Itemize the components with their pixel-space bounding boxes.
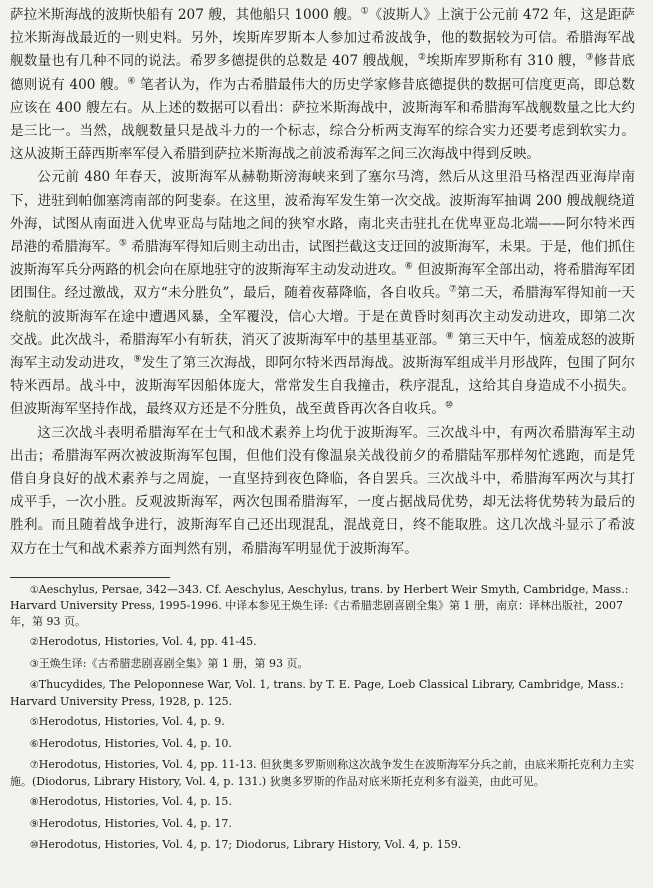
footnote-text: Aeschylus, Persae, 342—343. Cf. Aeschylus, Aeschylus, trans. by Herbert Weir Smyth, Cambridge, Mass.: Harvard University Press, 1995-1996. 中译本参见王焕生译:《古希腊悲剧喜剧全集》第 1 册，南京：译林出版社，2007 年，第 93 页。 [10,582,629,628]
footnote-item [10,582,635,630]
footnote-marker: ⑩ [29,840,39,852]
text-segment: 笔者认为，作为古希腊最伟大的历史学家修昔底德提供的数据可信度更高，即总数应该在 400 艘左右。从上述的数据可以看出：萨拉米斯海战中，波斯海军和希腊海军战舰数量之比大约是三比一。当然，战舰数量只是战斗力的一个标志，综合分析两支海军的综合实力还要考虑到软实力。这从波斯王薛西斯率军侵入希腊到萨拉米斯海战之前波希海军之间三次海战中得到反映。 [10,76,635,163]
footnotes [10,582,635,854]
footnote-divider [10,577,170,578]
footnote-text: Herodotus, Histories, Vol. 4, p. 17; Diodorus, Library History, Vol. 4, p. 159. [38,838,462,852]
footnote-ref[interactable]: ② [417,52,427,63]
footnote-marker: ② [29,637,39,649]
text-segment: 《波斯人》上演于公元前 472 年，这是距萨拉米斯海战最近的一则史料。另外，埃斯库罗斯本人参加过希波战争，他的数据较为可信。希腊海军战舰数量也有几种不同的说法。希罗多德提供的总数是 407 艘战舰， [10,7,635,70]
text-segment: 但波斯海军全部出动，将希腊海军团团围住。经过激战，双方“未分胜负”，最后，随着夜幕降临，各自收兵。 [10,262,635,302]
footnote-marker: ① [29,584,39,596]
text-segment: 这三次战斗表明希腊海军在士气和战术素养上均优于波斯海军。三次战斗中，有两次希腊海军主动出击；希腊海军两次被波斯海军包围，但他们没有像温泉关战役前夕的希腊陆军那样匆忙逃跑，而是凭借自身良好的战术素养与之周旋，一直坚持到夜色降临，各自罢兵。三次战斗中，希腊海军两次与其打成平手，一次小胜。反观波斯海军，两次包围希腊海军，一度占据战局优势，却无法将优势转为最后的胜利。而且随着战争进行，波斯海军自己还出现混乱，混战竟日，终不能取胜。这几次战斗显示了希波双方在士气和战术素养方面判然有别，希腊海军明显优于波斯海军。 [10,424,635,557]
footnote-item [10,677,635,709]
footnote-ref[interactable]: ⑦ [448,284,457,295]
text-segment: 公元前 480 年春天，波斯海军从赫勒斯滂海峡来到了塞尔马湾，然后从这里沿马格涅西亚海岸南下，进驻到帕伽塞湾南部的阿斐泰。在这里，波希海军发生第一次交战。波斯海军抽调 200 艘战舰绕道外海，试图从南面进入优卑亚岛与陆地之间的狭窄水路，南北夹击驻扎在优卑亚岛北端——阿尔特米西昂港的希腊海军。 [10,169,635,256]
footnote-item [10,816,635,833]
footnote-ref[interactable]: ⑩ [445,400,454,411]
footnote-item [10,736,635,753]
body-paragraph [10,422,635,561]
footnote-marker: ③ [29,658,39,670]
footnote-text: Thucydides, The Peloponnese War, Vol. 1, trans. by T. E. Page, Loeb Classical Library, Cambridge, Mass.: Harvard University Press, 1928, p. 125. [10,678,624,708]
footnote-marker: ⑦ [29,760,39,772]
text-segment: 第三天中午，恼羞成怒的波斯海军主动发动进攻， [10,331,635,372]
footnote-text: Herodotus, Histories, Vol. 4, p. 10. [38,736,232,750]
body-text [10,4,635,561]
footnote-ref[interactable]: ⑤ [118,238,127,249]
footnote-marker: ⑧ [29,797,39,809]
footnote-item [10,794,635,811]
footnote-item [10,837,635,854]
footnote-item [10,714,635,731]
footnote-ref[interactable]: ③ [585,52,594,63]
body-paragraph [10,4,635,166]
footnote-item [10,757,635,789]
text-segment: 埃斯库罗斯称有 310 艘， [426,53,586,70]
body-paragraph [10,166,635,421]
footnote-text: Herodotus, Histories, Vol. 4, p. 9. [38,715,225,729]
footnote-ref[interactable]: ④ [127,76,136,87]
text-segment: 修昔底德则说有 400 艘。 [10,53,636,93]
footnote-item [10,634,635,651]
text-segment: 萨拉米斯海战的波斯快船有 207 艘，其他船只 1000 艘。 [10,7,361,23]
footnote-text: Herodotus, Histories, Vol. 4, p. 15. [38,795,232,809]
footnote-ref[interactable]: ⑥ [404,261,413,272]
footnote-text: Herodotus, Histories, Vol. 4, pp. 41-45. [38,635,257,649]
footnote-marker: ⑥ [29,738,39,750]
footnote-item [10,656,635,673]
footnote-ref[interactable]: ⑧ [445,331,454,342]
footnote-ref[interactable]: ① [360,6,369,17]
text-segment: 希腊海军得知后则主动出击，试图拦截这支迂回的波斯海军，未果。于是，他们抓住波斯海军兵分两路的机会向在原地驻守的波斯海军主动发动进攻。 [10,239,635,279]
footnote-ref[interactable]: ⑨ [133,354,142,365]
footnote-marker: ④ [29,680,39,692]
footnote-marker: ⑨ [29,818,39,830]
footnote-text: 王焕生译:《古希腊悲剧喜剧全集》第 1 册，第 93 页。 [38,656,309,670]
footnote-text: Herodotus, Histories, Vol. 4, pp. 11-13. 但狄奥多罗斯则称这次战争发生在波斯海军分兵之前，由底米斯托克利力主实施。(Diodorus, Library History, Vol. 4, p. 131.) 狄奥多罗斯的作品对底米斯托克利多有溢美，由此可见。 [10,758,635,788]
footnote-marker: ⑤ [29,717,39,729]
text-segment: 发生了第三次海战，即阿尔特米西昂海战。波斯海军组成半月形战阵，包围了阿尔特米西昂。战斗中，波斯海军因船体庞大，常常发生自我撞击，秩序混乱，这给其自身造成不小损失。但波斯海军坚持作战，最终双方还是不分胜负，战至黄昏再次各自收兵。 [10,355,635,418]
footnote-text: Herodotus, Histories, Vol. 4, p. 17. [38,816,232,830]
text-segment: 第二天，希腊海军得知前一天绕航的波斯海军在途中遭遇风暴，全军覆没，信心大增。于是在黄昏时刻再次主动发动进攻，即第二次交战。此次战斗，希腊海军小有斩获，消灭了波斯海军中的基里基亚部。 [10,285,635,348]
